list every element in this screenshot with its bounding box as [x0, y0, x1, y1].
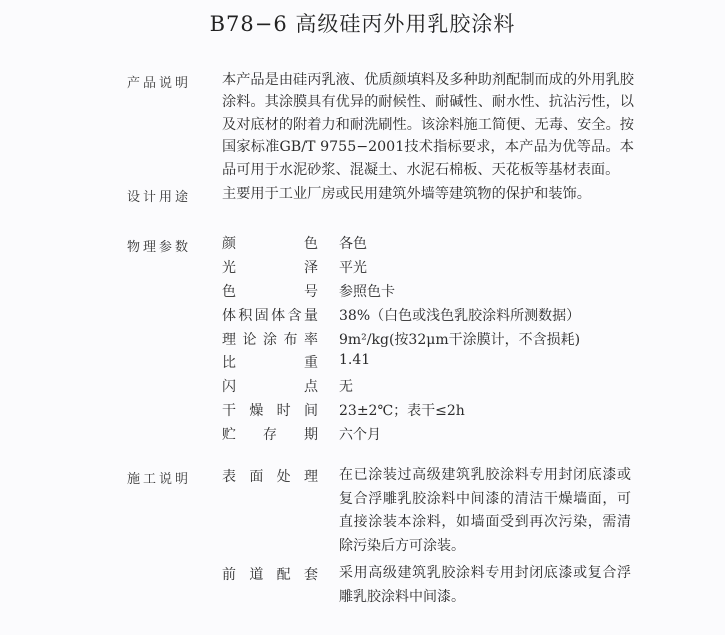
- property-name: 闪 点: [222, 379, 318, 395]
- section-label-usage: 设计用途: [127, 190, 192, 205]
- property-value: 平光: [339, 260, 367, 276]
- application-item-name: 表 面 处 理: [222, 469, 318, 485]
- property-name: 色 号: [222, 284, 318, 300]
- section-label-physical: 物理参数: [127, 240, 192, 255]
- property-value: 六个月: [339, 427, 381, 443]
- application-item-name: 前 道 配 套: [222, 567, 318, 583]
- document-title: B78−6 高级硅丙外用乳胶涂料: [209, 12, 516, 36]
- property-name: 颜 色: [222, 236, 318, 252]
- property-value: 38%（白色或浅色乳胶涂料所测数据）: [339, 308, 581, 324]
- property-name: 光 泽: [222, 260, 318, 276]
- application-item-text: 采用高级建筑乳胶涂料专用封闭底漆或复合浮雕乳胶涂料中间漆。: [339, 565, 631, 605]
- product-description: 本产品是由硅丙乳液、优质颜填料及多种助剂配制而成的外用乳胶涂料。其涂膜具有优异的耐候性、耐碱性、耐水性、抗沾污性，以及对底材的附着力和耐洗刷性。该涂料施工简便、无毒、安全。按国家标准GB/T 9755−2001技术指标要求，本产品为优等品。本品可用于水泥砂浆、混凝土、水泥石棉板、天花板等基材表面。: [222, 72, 634, 178]
- section-label-product: 产品说明: [127, 76, 192, 91]
- property-value: 参照色卡: [339, 284, 395, 300]
- application-item-text: 在已涂装过高级建筑乳胶涂料专用封闭底漆或复合浮雕乳胶涂料中间漆的清洁干燥墙面，可直接涂装本涂料，如墙面受到再次污染，需清除污染后方可涂装。: [339, 467, 631, 554]
- property-value: 9m²/kg(按32μm干涂膜计，不含损耗): [339, 332, 581, 348]
- property-name: 比 重: [222, 355, 318, 371]
- section-label-application: 施工说明: [127, 472, 192, 487]
- property-name: 干 燥 时 间: [222, 403, 318, 419]
- property-value: 1.41: [339, 352, 371, 368]
- property-value: 各色: [339, 236, 367, 252]
- property-value: 23±2℃；表干≤2h: [339, 403, 465, 419]
- property-name: 体 积 固 体 含 量: [222, 308, 318, 324]
- property-name: 理 论 涂 布 率: [222, 332, 318, 348]
- property-name: 贮 存 期: [222, 427, 318, 443]
- property-value: 无: [339, 379, 353, 395]
- usage-description: 主要用于工业厂房或民用建筑外墙等建筑物的保护和装饰。: [222, 186, 591, 202]
